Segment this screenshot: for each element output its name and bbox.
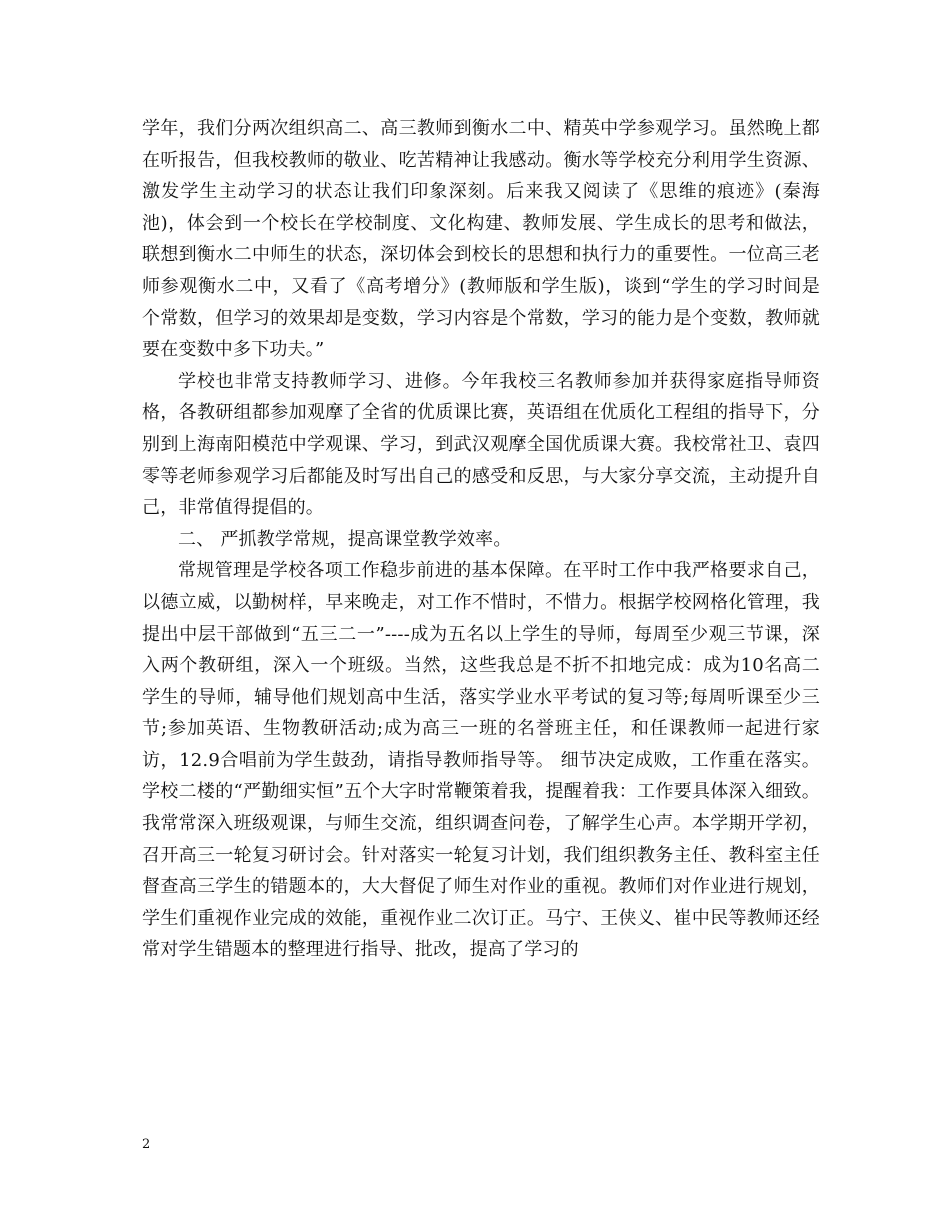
- section-heading: 二、 严抓教学常规，提高课堂教学效率。: [178, 528, 512, 550]
- document-body: [142, 113, 820, 966]
- paragraph-2: 学校也非常支持教师学习、进修。今年我校三名教师参加并获得家庭指导师资格，各教研组都参加观摩了全省的优质课比赛，英语组在优质化工程组的指导下，分别到上海南阳模范中学观课、学习，到武汉观摩全国优质课大赛。我校常社卫、袁四零等老师参观学习后都能及时写出自己的感受和反思，与大家分享交流，主动提升自己，非常值得提倡的。: [142, 370, 820, 519]
- page-number: 2: [142, 1137, 151, 1152]
- paragraph-3: 常规管理是学校各项工作稳步前进的基本保障。在平时工作中我严格要求自己，以德立威，以勤树样，早来晚走，对工作不惜时，不惜力。根据学校网格化管理，我提出中层干部做到“五三二一”----成为五名以上学生的导师，每周至少观三节课，深入两个教研组，深入一个班级。当然，这些我总是不折不扣地完成：成为10名高二学生的导师，辅导他们规划高中生活，落实学业水平考试的复习等;每周听课至少三节;参加英语、生物教研活动;成为高三一班的名誉班主任，和任课教师一起进行家访，12.9合唱前为学生鼓劲，请指导教师指导等。 细节决定成败，工作重在落实。学校二楼的“严勤细实恒”五个大字时常鞭策着我，提醒着我：工作要具体深入细致。我常常深入班级观课，与师生交流，组织调查问卷，了解学生心声。本学期开学初，召开高三一轮复习研讨会。针对落实一轮复习计划，我们组织教务主任、教科室主任督查高三学生的错题本的，大大督促了师生对作业的重视。教师们对作业进行规划，学生们重视作业完成的效能，重视作业二次订正。马宁、王侠义、崔中民等教师还经常对学生错题本的整理进行指导、批改，提高了学习的: [142, 560, 820, 961]
- paragraph-1: 学年，我们分两次组织高二、高三教师到衡水二中、精英中学参观学习。虽然晚上都在听报告，但我校教师的敬业、吃苦精神让我感动。衡水等学校充分利用学生资源、激发学生主动学习的状态让我们印象深刻。后来我又阅读了《思维的痕迹》(秦海池)，体会到一个校长在学校制度、文化构建、教师发展、学生成长的思考和做法，联想到衡水二中师生的状态，深切体会到校长的思想和执行力的重要性。一位高三老师参观衡水二中，又看了《高考增分》(教师版和学生版)，谈到“学生的学习时间是个常数，但学习的效果却是变数，学习内容是个常数，学习的能力是个变数，教师就要在变数中多下功夫。”: [142, 118, 820, 361]
